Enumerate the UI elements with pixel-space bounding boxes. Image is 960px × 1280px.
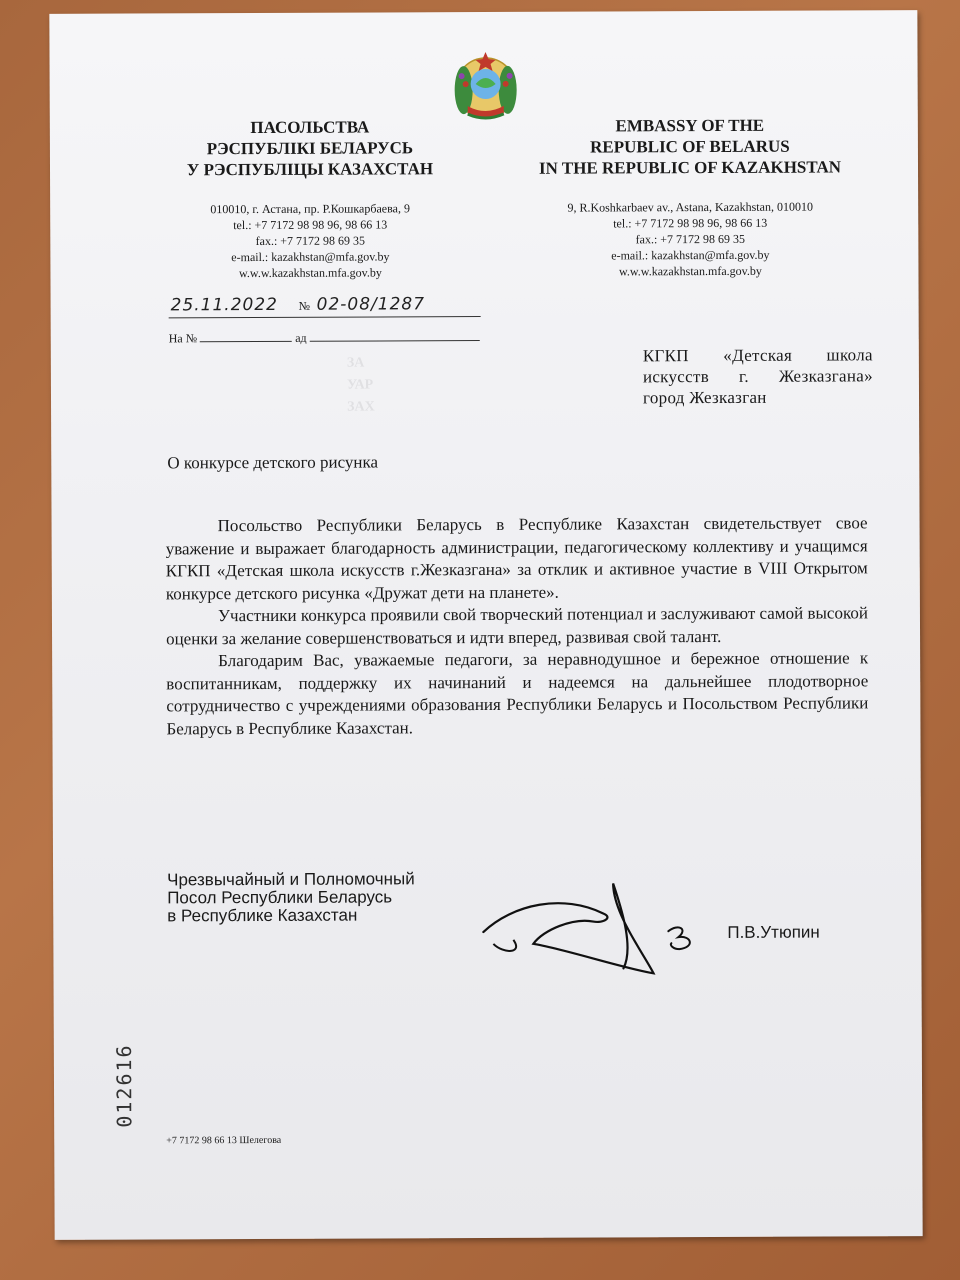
contact-line: e-mail.: kazakhstan@mfa.gov.by: [231, 249, 390, 265]
registration-number: 02-08/1287: [316, 294, 426, 315]
signatory-title-line: Посол Республики Беларусь: [167, 887, 393, 908]
contact-line: 010010, г. Астана, пр. Р.Кошкарбаева, 9: [210, 201, 410, 217]
reference-label: На №: [168, 331, 198, 346]
signatory-title-line: в Республике Казахстан: [167, 905, 358, 926]
addressee-line: город Жезказган: [642, 387, 767, 408]
reference-line: [169, 330, 489, 346]
contacts-english: [510, 198, 870, 280]
signatory-title-line: Чрезвычайный и Полномочный: [167, 869, 415, 890]
body-paragraph: Благодарим Вас, уважаемые педагоги, за неравнодушное и бережное отношение к воспитанникам, поддержку их начинаний и надеемся на дальнейшее плодотворное сотрудничество с учреждениями образования Республики Беларусь и Посольством Республики Беларусь в Республике Казахстан.: [166, 648, 869, 738]
registration-number-label: №: [298, 298, 311, 313]
reference-blank: [200, 331, 292, 342]
addressee-line: искусств г. Жезказгана»: [642, 366, 873, 387]
contact-line: fax.: +7 7172 98 69 35: [635, 231, 746, 247]
embassy-name-belarusian: [160, 116, 460, 180]
registration-date: 25.11.2022: [170, 294, 278, 316]
addressee-line: КГКП «Детская школа: [642, 345, 873, 366]
header-right-line: IN THE REPUBLIC OF KAZAKHSTAN: [538, 157, 842, 178]
contact-line: tel.: +7 7172 98 98 96, 98 66 13: [233, 217, 388, 233]
embassy-name-english: [510, 114, 870, 179]
addressee: [643, 344, 873, 408]
body-paragraph: Посольство Республики Беларусь в Республике Казахстан свидетельствует свое уважение и выражает благодарность администрации, педагогическому коллективу и учащимся КГКП «Детская школа искусств г.Жезказгана» за отклик и активное участие в VIII Открытом конкурсе детского рисунка «Дружат дети на планете».: [165, 513, 868, 603]
reference-date-blank: [310, 330, 480, 342]
header-right-line: REPUBLIC OF BELARUS: [590, 136, 790, 157]
contacts-belarusian: [160, 200, 460, 281]
reference-from-label: ад: [295, 330, 307, 345]
letter-subject: О конкурсе детского рисунка: [167, 452, 379, 473]
signatory-title: [167, 870, 415, 925]
registration-line: [169, 292, 481, 318]
body-paragraph: Участники конкурса проявили свой творческий потенциал и заслуживают самой высокой оценки за желание совершенствоваться и идти вперед, развивая свой талант.: [166, 603, 868, 648]
contact-line: fax.: +7 7172 98 69 35: [255, 233, 366, 249]
header-left-line: У РЭСПУБЛІЦЫ КАЗАХСТАН: [186, 159, 434, 180]
letter-body: [166, 512, 869, 740]
contact-line: w.w.w.kazakhstan.mfa.gov.by: [618, 263, 762, 279]
faded-stamp: ЗА УАР ЗАХ: [346, 355, 375, 415]
contact-line: e-mail.: kazakhstan@mfa.gov.by: [611, 247, 770, 263]
belarus-emblem-icon: [449, 48, 521, 124]
contact-line: 9, R.Koshkarbaev av., Astana, Kazakhstan, 010010: [567, 199, 813, 215]
contact-line: tel.: +7 7172 98 98 96, 98 66 13: [613, 215, 768, 231]
contact-line: w.w.w.kazakhstan.mfa.gov.by: [238, 265, 382, 281]
handwritten-signature: [473, 873, 703, 984]
header-left-line: РЭСПУБЛІКІ БЕЛАРУСЬ: [206, 138, 414, 159]
header-left-line: ПАСОЛЬСТВА: [250, 117, 370, 138]
signatory-name: П.В.Утюпин: [727, 922, 820, 942]
executor-contact: +7 7172 98 66 13 Шелегова: [166, 1134, 282, 1147]
header-right-line: EMBASSY OF THE: [615, 115, 765, 136]
serial-number: 012616: [111, 1043, 137, 1128]
letter-page: [49, 10, 922, 1240]
